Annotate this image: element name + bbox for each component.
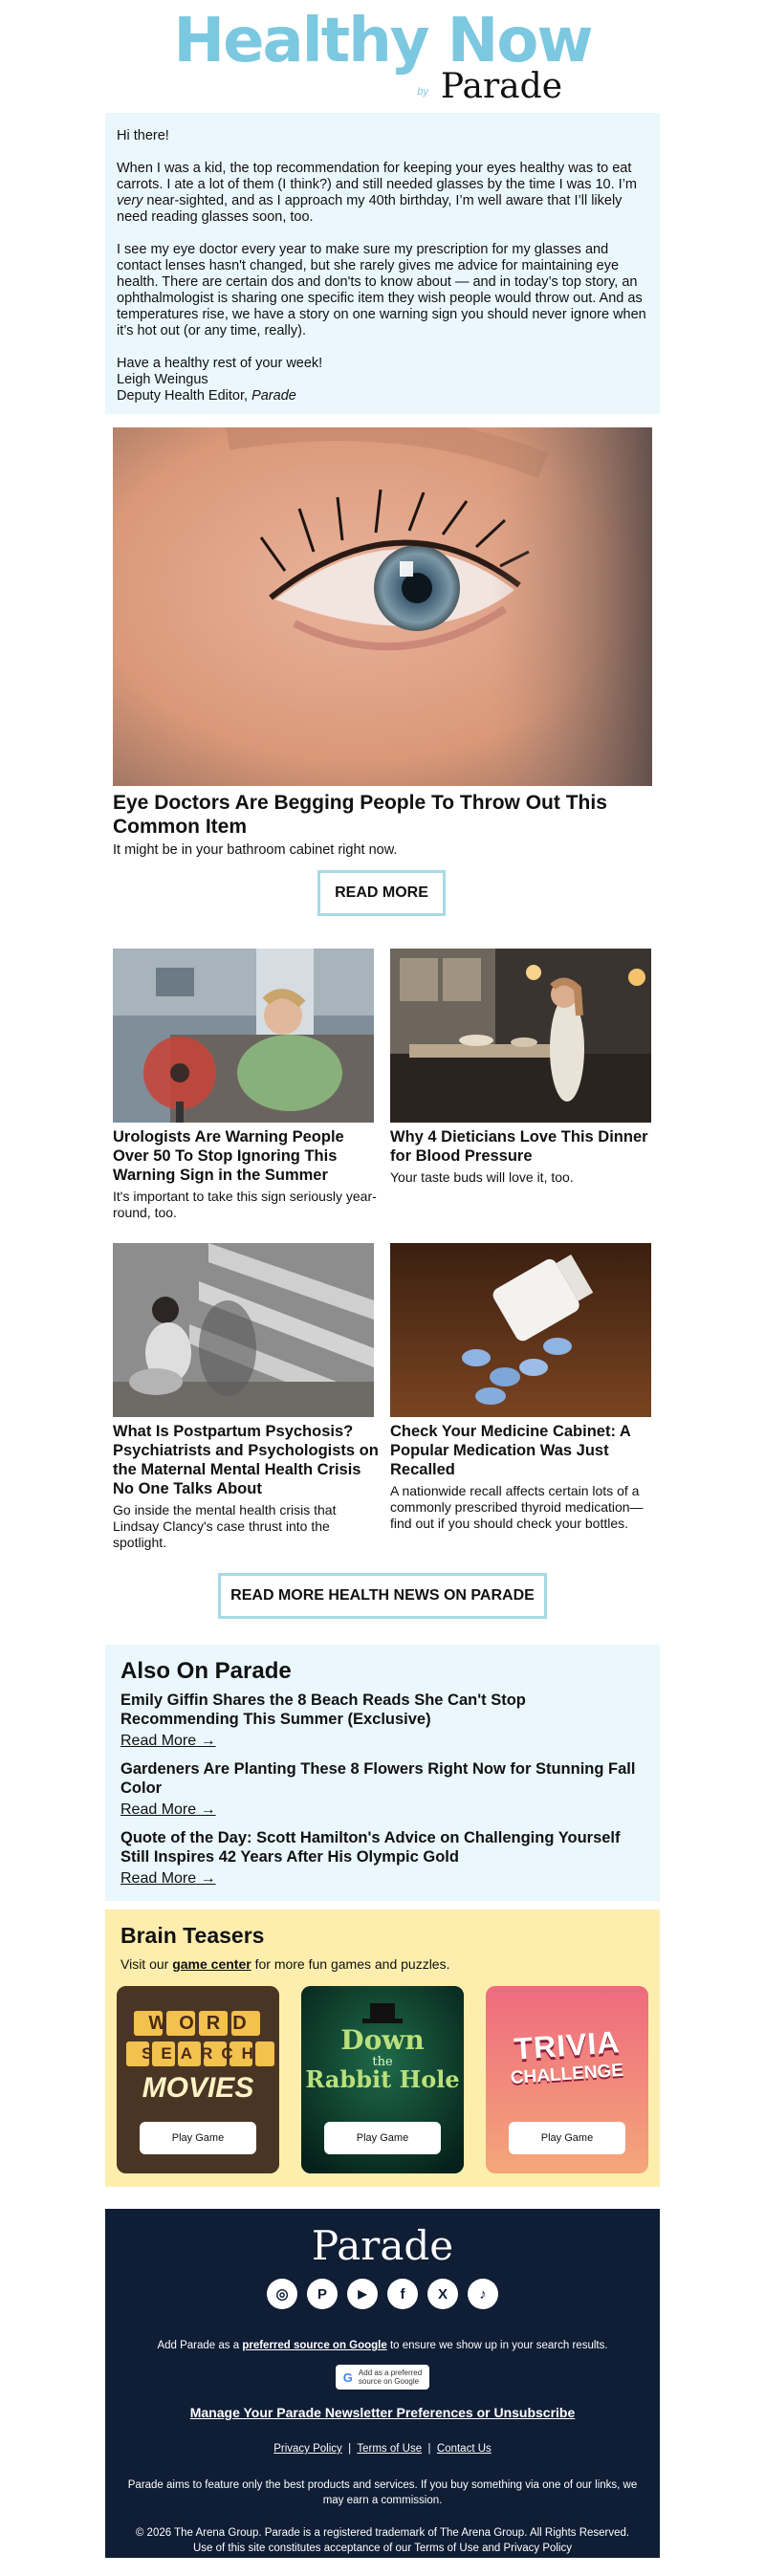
editor-letter <box>105 113 660 414</box>
parade-logo[interactable]: Parade <box>440 67 562 106</box>
game-3-line2: CHALLENGE <box>510 2060 624 2089</box>
also-item-title[interactable]: Gardeners Are Planting These 8 Flowers Right Now for Stunning Fall Color <box>120 1760 636 1797</box>
brain-subtitle: Visit our game center for more fun games and puzzles. <box>120 1956 450 1972</box>
letter-paragraph-1: When I was a kid, the top recommendation for keeping your eyes healthy was to eat carrots. I ate a lot of them (I think?) and still needed glasses by the time I was 10. I’m very near-sighted, and as I approach my 40th birthday, I’m well aware that I’ll likely need reading glasses soon, too. <box>117 161 638 225</box>
play-game-button[interactable]: Play Game <box>324 2122 441 2154</box>
card-image-kitchen[interactable] <box>390 949 651 1123</box>
facebook-icon[interactable]: f <box>387 2279 418 2309</box>
also-item-title[interactable]: Quote of the Day: Scott Hamilton's Advice on Challenging Yourself Still Inspires 42 Years After His Olympic Gold <box>120 1829 621 1866</box>
game-3-line1: TRIVIA <box>513 2024 622 2066</box>
manage-preferences-link[interactable]: Manage Your Parade Newsletter Preferences or Unsubscribe <box>189 2405 576 2420</box>
google-preferred-source-badge[interactable]: G Add as a preferred source on Google <box>336 2365 429 2390</box>
instagram-icon[interactable]: ◎ <box>267 2279 297 2309</box>
arrow-right-icon: → <box>200 1733 216 1749</box>
also-read-more-link[interactable]: Read More → <box>120 1870 216 1887</box>
masthead <box>0 0 765 110</box>
card-2-dek: Your taste buds will love it, too. <box>390 1169 574 1185</box>
game-word-search-movies[interactable] <box>117 1986 279 2173</box>
card-1-title[interactable]: Urologists Are Warning People Over 50 To Stop Ignoring This Warning Sign in the Summer <box>113 1128 344 1184</box>
brain-teasers <box>105 1910 660 2187</box>
contact-us-link[interactable]: Contact Us <box>436 2443 492 2455</box>
preferred-source-text: Add Parade as a preferred source on Google to ensure we show up in your search results. <box>157 2340 608 2351</box>
card-image-pills[interactable] <box>390 1243 651 1417</box>
card-1-dek: It's important to take this sign seriously year-round, too. <box>113 1189 377 1220</box>
game-1-line1: WORD <box>148 2013 259 2034</box>
greeting: Hi there! <box>117 128 169 143</box>
also-item-title[interactable]: Emily Giffin Shares the 8 Beach Reads She Can't Stop Recommending This Summer (Exclusive) <box>120 1692 526 1728</box>
preferred-source-link[interactable]: preferred source on Google <box>242 2340 387 2351</box>
more-health-news-button[interactable]: READ MORE HEALTH NEWS ON PARADE <box>218 1573 547 1619</box>
signature: Have a healthy rest of your week! Leigh Weingus Deputy Health Editor, Parade <box>117 356 323 404</box>
privacy-policy-link[interactable]: Privacy Policy <box>273 2443 342 2455</box>
logo-by: by <box>417 86 428 98</box>
brain-heading: Brain Teasers <box>120 1923 265 1948</box>
healthy-now-logo[interactable]: Healthy Now <box>173 6 592 76</box>
also-on-parade <box>105 1645 660 1901</box>
also-heading: Also On Parade <box>120 1658 292 1684</box>
hero-dek: It might be in your bathroom cabinet right now. <box>113 842 398 858</box>
game-trivia-challenge[interactable] <box>486 1986 648 2173</box>
card-image-fan-woman[interactable] <box>113 949 374 1123</box>
footer <box>105 2209 660 2558</box>
also-read-more-link[interactable]: Read More → <box>120 1733 216 1749</box>
footer-links: Privacy Policy | Terms of Use | Contact Us <box>273 2443 492 2455</box>
affiliate-disclaimer: Parade aims to feature only the best products and services. If you buy something via one of our links, we may earn a commission. <box>127 2479 638 2506</box>
also-item <box>120 1691 645 1759</box>
read-more-button[interactable]: READ MORE <box>317 870 446 916</box>
also-item <box>120 1759 645 1828</box>
game-2-line3: Rabbit Hole <box>305 2065 460 2093</box>
terms-of-use-link[interactable]: Terms of Use <box>357 2443 423 2455</box>
x-icon[interactable]: X <box>427 2279 458 2309</box>
hero-image-eye[interactable] <box>113 427 652 786</box>
game-down-the-rabbit-hole[interactable] <box>301 1986 464 2173</box>
youtube-icon[interactable]: ▶ <box>347 2279 378 2309</box>
copyright: © 2026 The Arena Group. Parade is a registered trademark of The Arena Group. All Rights Reserved. Use of this site constitutes acceptance of our Terms of Use and Privacy Policy <box>135 2527 630 2554</box>
footer-parade-logo[interactable]: Parade <box>311 2222 454 2269</box>
play-game-button[interactable]: Play Game <box>140 2122 256 2154</box>
tiktok-icon[interactable]: ♪ <box>468 2279 498 2309</box>
card-4-title[interactable]: Check Your Medicine Cabinet: A Popular Medication Was Just Recalled <box>390 1423 631 1478</box>
game-1-line2: SEARCH <box>142 2044 262 2063</box>
play-game-button[interactable]: Play Game <box>509 2122 625 2154</box>
arrow-right-icon: → <box>200 1870 216 1887</box>
card-4-dek: A nationwide recall affects certain lots of a commonly prescribed thyroid medication—find out if you should check your bottles. <box>390 1483 644 1531</box>
game-1-line3: MOVIES <box>142 2072 254 2104</box>
card-image-woman-shadows[interactable] <box>113 1243 374 1417</box>
card-3-dek: Go inside the mental health crisis that Lindsay Clancy's case thrust into the spotlight. <box>113 1502 337 1550</box>
also-read-more-link[interactable]: Read More → <box>120 1801 216 1818</box>
social-links <box>105 2279 660 2309</box>
game-2-line2: the <box>372 2055 393 2069</box>
hero-headline[interactable]: Eye Doctors Are Begging People To Throw Out This Common Item <box>113 792 607 838</box>
google-icon: G <box>342 2369 353 2385</box>
game-2-line1: Down <box>340 2024 425 2056</box>
also-item <box>120 1828 645 1897</box>
card-2-title[interactable]: Why 4 Dieticians Love This Dinner for Blood Pressure <box>390 1128 648 1165</box>
letter-paragraph-2: I see my eye doctor every year to make sure my prescription for my glasses and contact lenses hasn't changed, but she rarely gives me advice for maintaining eye health. There are certain dos and don'ts to know about — and in today’s top story, an ophthalmologist is sharing one specific item they wish people would throw out. And as temperatures rise, we have a story on one warning sign you should never ignore when it’s hot out (or any time, really). <box>117 242 646 338</box>
arrow-right-icon: → <box>200 1801 216 1818</box>
game-center-link[interactable]: game center <box>172 1956 251 1972</box>
card-3-title[interactable]: What Is Postpartum Psychosis? Psychiatrists and Psychologists on the Maternal Mental Health Crisis No One Talks About <box>113 1423 379 1497</box>
pinterest-icon[interactable]: P <box>307 2279 338 2309</box>
